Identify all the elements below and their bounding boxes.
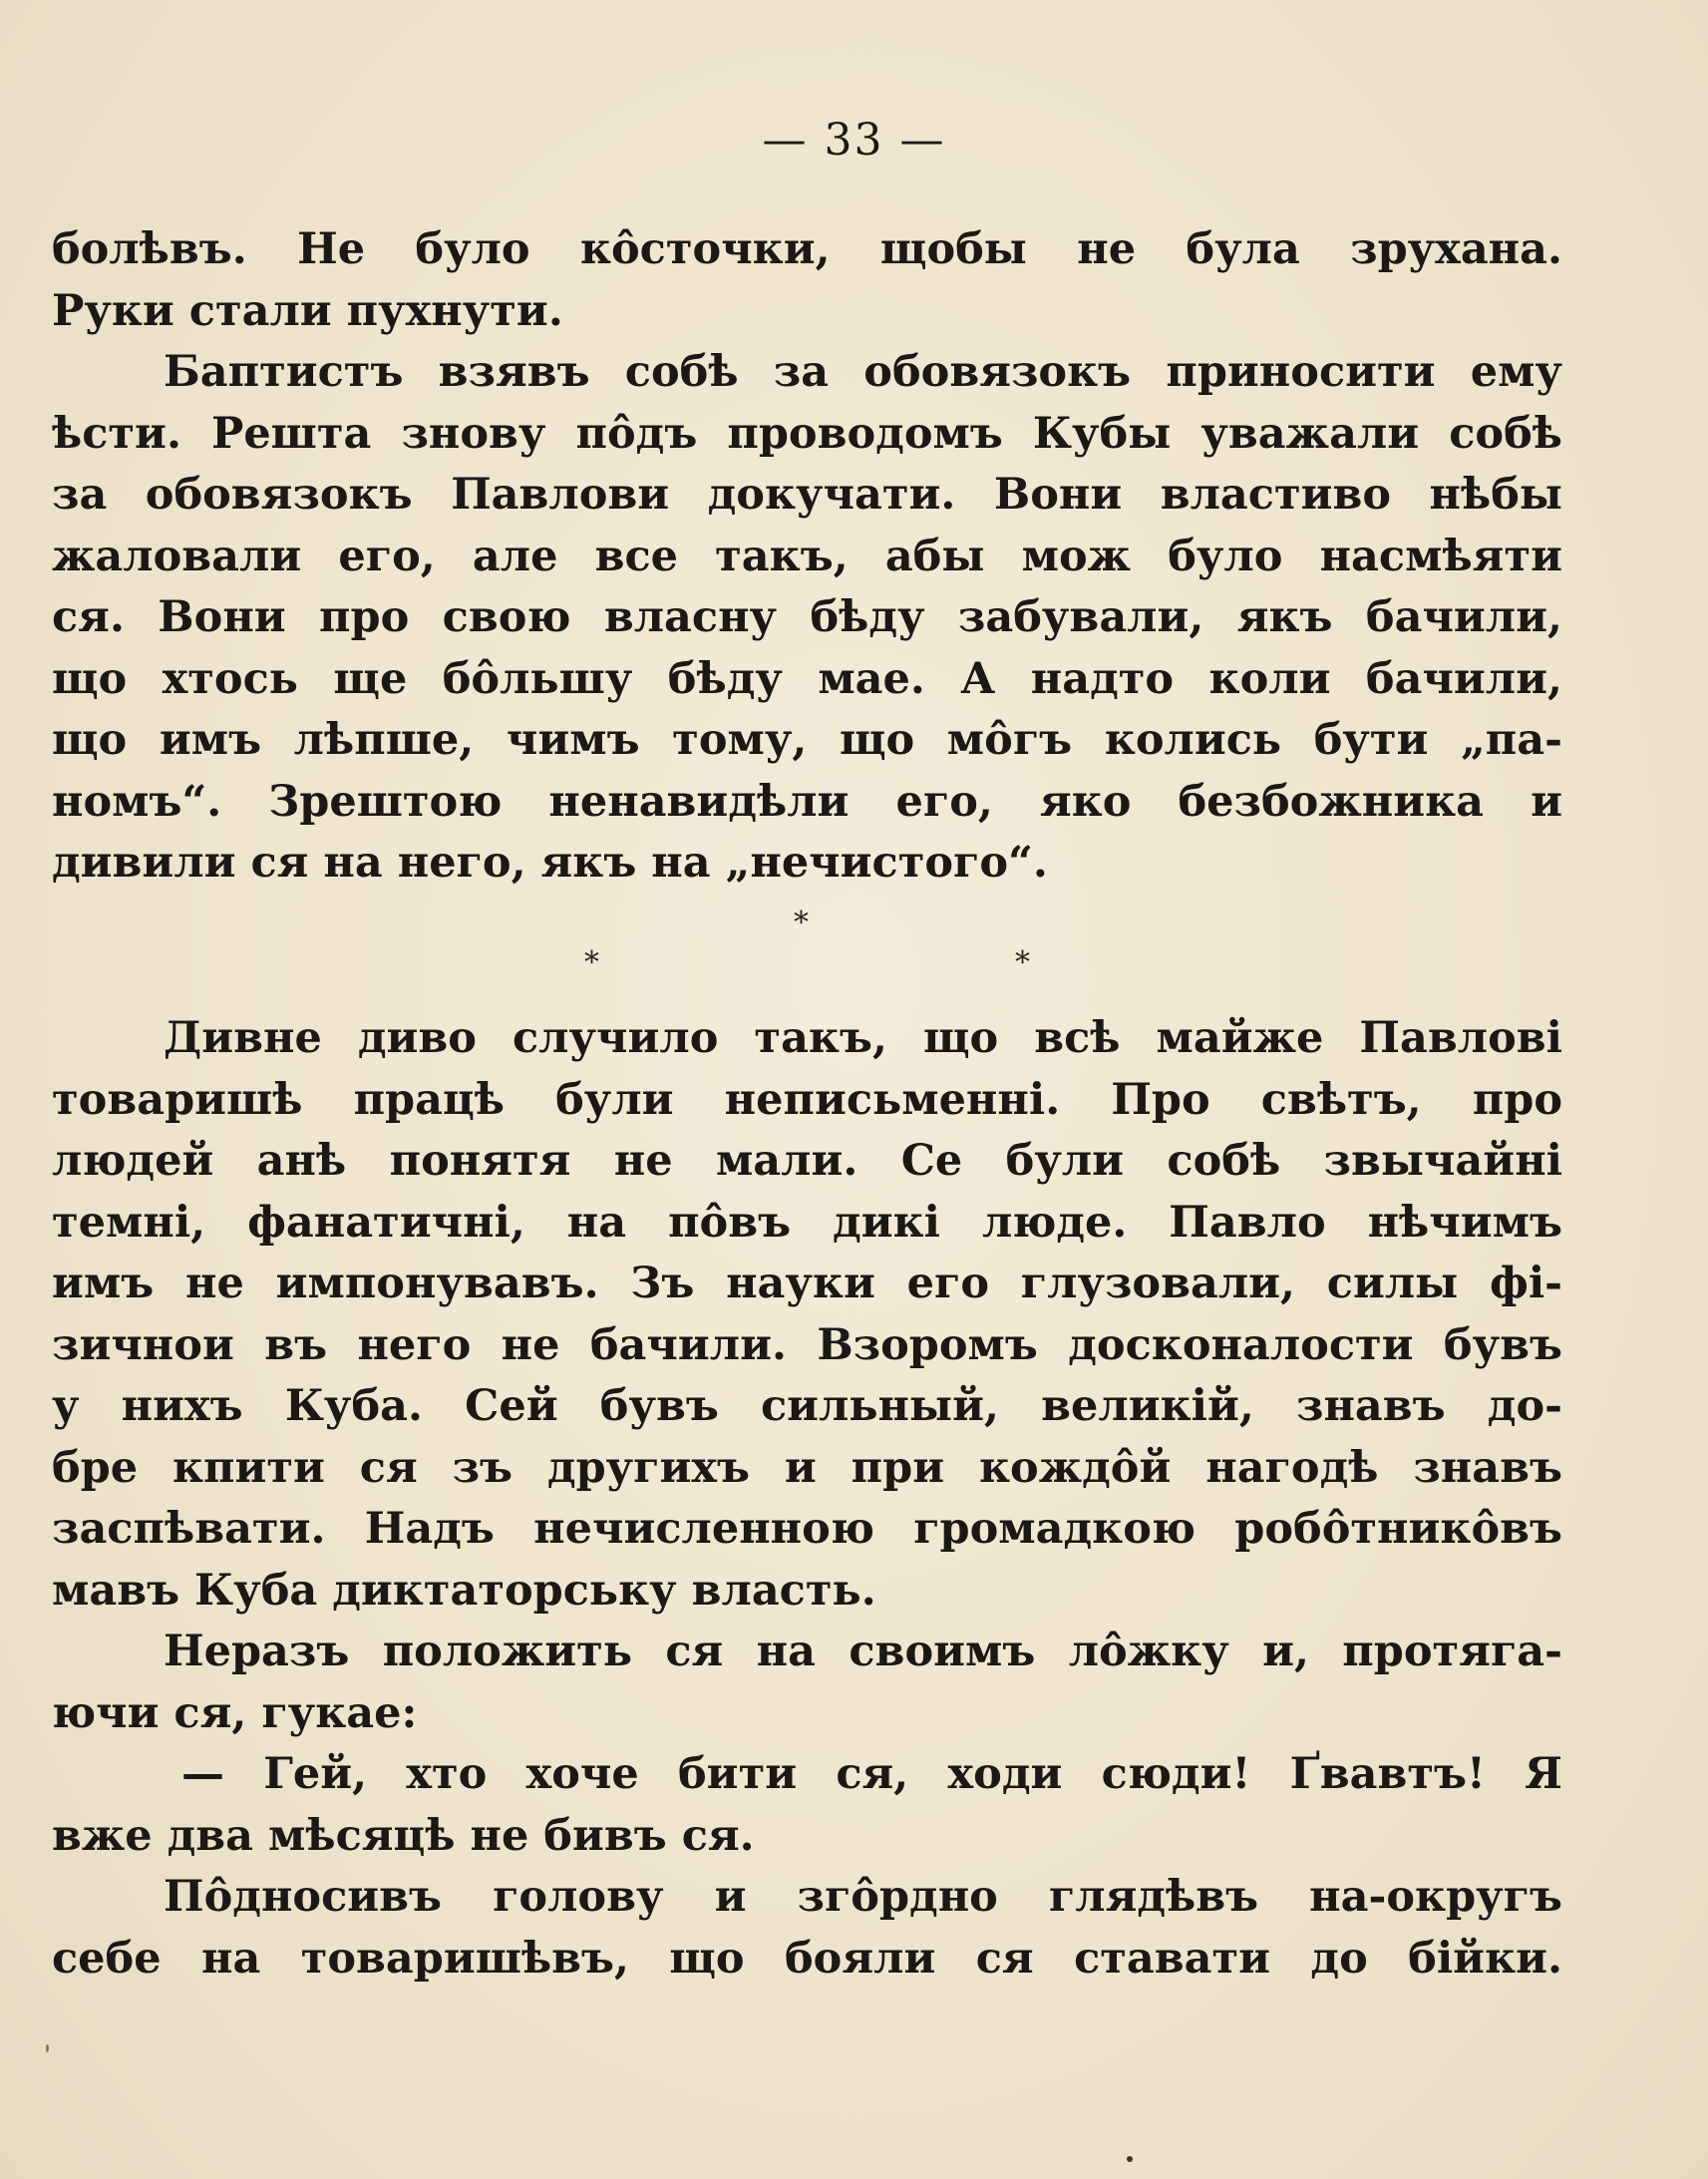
text-line: жаловали его, але все такъ, абы мож було насмѣяти xyxy=(52,531,1562,581)
paper-speck xyxy=(46,2044,49,2052)
text-line: мавъ Куба диктаторську власть. xyxy=(52,1565,876,1616)
text-line: Пôдносивъ голову и згôрдно глядѣвъ на-округъ xyxy=(164,1872,1562,1922)
asterisk-top: * xyxy=(794,906,809,940)
text-line: Баптистъ взявъ собѣ за обовязокъ приносити ему xyxy=(164,347,1562,397)
text-line: вже два мѣсяцѣ не бивъ ся. xyxy=(52,1810,755,1861)
text-line: дивили ся на него, якъ на „нечистого“. xyxy=(52,838,1048,888)
text-block-bottom xyxy=(52,1008,1562,1990)
text-line: бре кпити ся зъ другихъ и при кождôй нагодѣ знавъ xyxy=(52,1442,1562,1493)
text-line: Дивне диво случило такъ, що всѣ майже Павлові xyxy=(164,1013,1562,1063)
text-line: ючи ся, гукае: xyxy=(52,1687,418,1738)
text-block-top xyxy=(52,219,1562,895)
text-line: за обовязокъ Павлови докучати. Вони властиво нѣбы xyxy=(52,470,1562,520)
text-line: що хтось ще бôльшу бѣду мае. А надто коли бачили, xyxy=(52,653,1562,704)
text-line: що имъ лѣпше, чимъ тому, що мôгъ колись бути „па- xyxy=(52,715,1562,765)
asterisk-left: * xyxy=(584,945,599,980)
text-line: номъ“. Зрештою ненавидѣли его, яко безбожника и xyxy=(52,776,1562,827)
text-line: заспѣвати. Надъ нечисленною громадкою робôтникôвъ xyxy=(52,1504,1562,1554)
text-line: ѣсти. Решта знову пôдъ проводомъ Кубы уважали собѣ xyxy=(52,408,1562,459)
text-line: людей анѣ понятя не мали. Се були собѣ звычайні xyxy=(52,1136,1562,1186)
asterisk-right: * xyxy=(1015,945,1030,980)
text-line: у нихъ Куба. Сей бувъ сильный, великій, знавъ до- xyxy=(52,1381,1562,1431)
text-line: болѣвъ. Не було кôсточки, щобы не була зрухана. xyxy=(52,224,1562,274)
text-line: Руки стали пухнути. xyxy=(52,285,563,336)
text-line: товаришѣ працѣ були неписьменні. Про свѣтъ, про xyxy=(52,1074,1562,1125)
text-line: имъ не импонувавъ. Зъ науки его глузовали, силы фі- xyxy=(52,1259,1562,1308)
page-number: — 33 — xyxy=(762,115,946,166)
text-line: себе на товаришѣвъ, що бояли ся ставати до бійки. xyxy=(52,1933,1562,1984)
text-line: ся. Вони про свою власну бѣду забували, якъ бачили, xyxy=(52,592,1562,642)
text-line: Неразъ положить ся на своимъ лôжку и, протяга- xyxy=(164,1627,1562,1676)
paper-speck xyxy=(1127,2156,1133,2162)
section-break-asterism xyxy=(0,906,1708,985)
text-line: зичнои въ него не бачили. Взоромъ досконалости бувъ xyxy=(52,1319,1562,1370)
text-line: — Гей, хто хоче бити ся, ходи сюди! Ґвавтъ! Я xyxy=(181,1749,1562,1799)
text-line: темні, фанатичні, на пôвъ дикі люде. Павло нѣчимъ xyxy=(52,1197,1562,1248)
